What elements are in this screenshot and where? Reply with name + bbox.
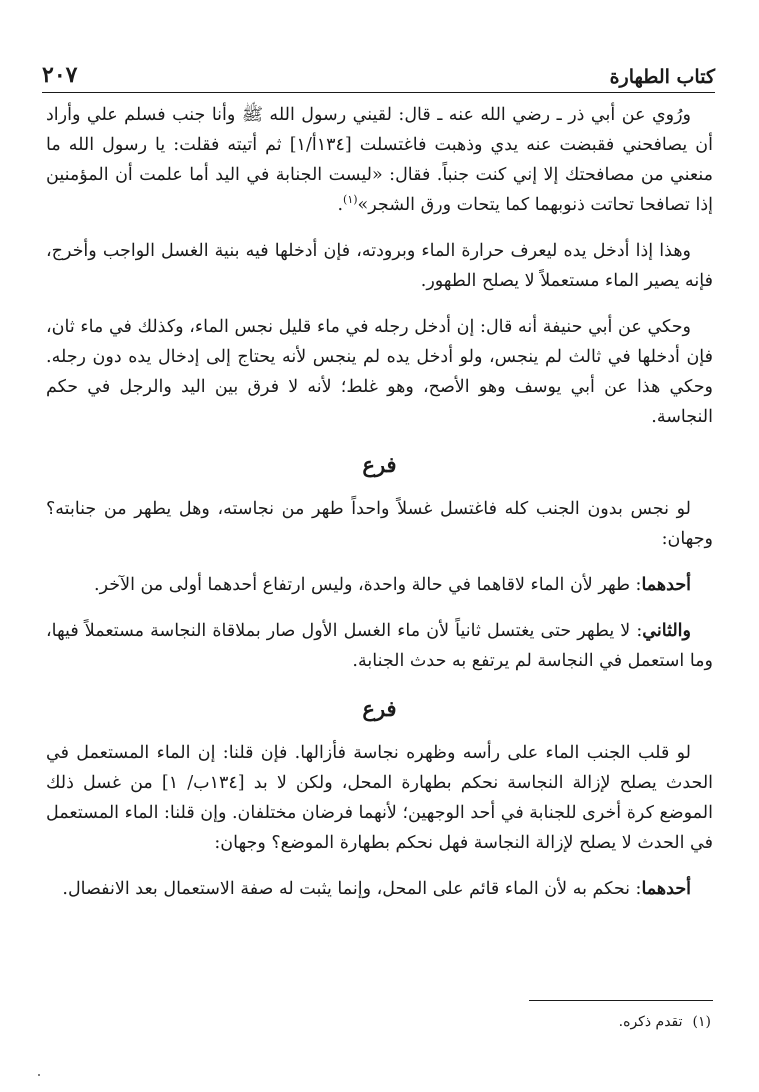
paragraph-text: ورُوي عن أبي ذر ـ رضي الله عنه ـ قال: لقيني رسول الله ﷺ وأنا جنب فسلم علي وأراد أن يصافحني فقبضت عنه يدي وذهبت فاغتسلت [١٣٤أ/١] ثم أتيته فقلت: يا رسول الله ما منعني من مصافحتك إلا إني كنت جنباً. فقال: «ليست الجنابة في اليد أما علمت أن المؤمنين إذا تصافحا تحاتت ذنوبهما كما يتحات ورق الشجر» bbox=[46, 105, 713, 215]
page-number: ٢٠٧ bbox=[42, 62, 78, 88]
paragraph-pouring-water: لو قلب الجنب الماء على رأسه وظهره نجاسة فأزالها. فإن قلنا: إن الماء المستعمل في الحدث يصلح لإزالة النجاسة نحكم بطهارة المحل، ولكن لا بد [١٣٤ب/ ١] من غسل ذلك الموضع كرة أخرى للجنابة في أحد الوجهين؛ لأنهما فرضان مختلفان. وإن قلنا: الماء المستعمل في الحدث لا يصلح لإزالة النجاسة فهل نحكم بطهارة الموضع؟ وجهان: bbox=[46, 743, 714, 853]
paragraph-text: : نحكم به لأن الماء قائم على المحل، وإنما يثبت له صفة الاستعمال بعد الانفصال. bbox=[62, 879, 642, 899]
paragraph-impure-body: لو نجس بدون الجنب كله فاغتسل غسلاً واحداً طهر من نجاسته، وهل يطهر من جنابته؟ وجهان: bbox=[46, 499, 713, 549]
paragraph-abu-dhar bbox=[46, 100, 713, 220]
paragraph-second-view bbox=[46, 616, 713, 676]
page-body bbox=[46, 100, 713, 920]
lead-term: أحدهما bbox=[641, 879, 691, 899]
footnote-reference: (١) bbox=[343, 193, 358, 207]
paragraph-end: . bbox=[337, 195, 344, 215]
book-title: كتاب الطهارة bbox=[609, 66, 715, 88]
paragraph-abu-hanifa: وحكي عن أبي حنيفة أنه قال: إن أدخل رجله في ماء قليل نجس الماء، وكذلك في ماء ثان، فإن أدخلها في ثالث لم ينجس، ولو أدخل يده لم ينجس لأنه يحتاج إلى إدخال يده دون رجله. وحكي هذا عن أبي يوسف وهو الأصح، وهو غلط؛ لأنه لا فرق بين اليد والرجل في حكم النجاسة. bbox=[46, 317, 713, 427]
footnote-divider bbox=[529, 1000, 713, 1001]
section-heading-far2: فرع bbox=[362, 696, 397, 721]
section-heading-far1: فرع bbox=[362, 452, 397, 477]
lead-term: والثاني bbox=[642, 621, 691, 641]
scan-speck bbox=[38, 1074, 40, 1076]
paragraph-text: : طهر لأن الماء لاقاهما في حالة واحدة، وليس ارتفاع أحدهما أولى من الآخر. bbox=[94, 575, 642, 595]
paragraph-text: : لا يطهر حتى يغتسل ثانياً لأن ماء الغسل الأول صار بملاقاة النجاسة مستعملاً فيها، وما استعمل في النجاسة لم يرتفع به حدث الجنابة. bbox=[46, 621, 713, 671]
paragraph-first-view bbox=[46, 570, 713, 600]
footnote bbox=[619, 1012, 711, 1032]
footnote-number: (١) bbox=[692, 1014, 711, 1030]
paragraph-hand-water: وهذا إذا أدخل يده ليعرف حرارة الماء وبرودته، فإن أدخلها فيه بنية الغسل الواجب وأخرج، فإنه يصير الماء مستعملاً لا يصلح الطهور. bbox=[46, 241, 713, 291]
footnote-text: تقدم ذكره. bbox=[618, 1014, 683, 1030]
lead-term: أحدهما bbox=[641, 575, 691, 595]
paragraph-first-view-2 bbox=[46, 874, 713, 904]
page-header bbox=[42, 58, 715, 88]
header-divider bbox=[42, 92, 715, 93]
